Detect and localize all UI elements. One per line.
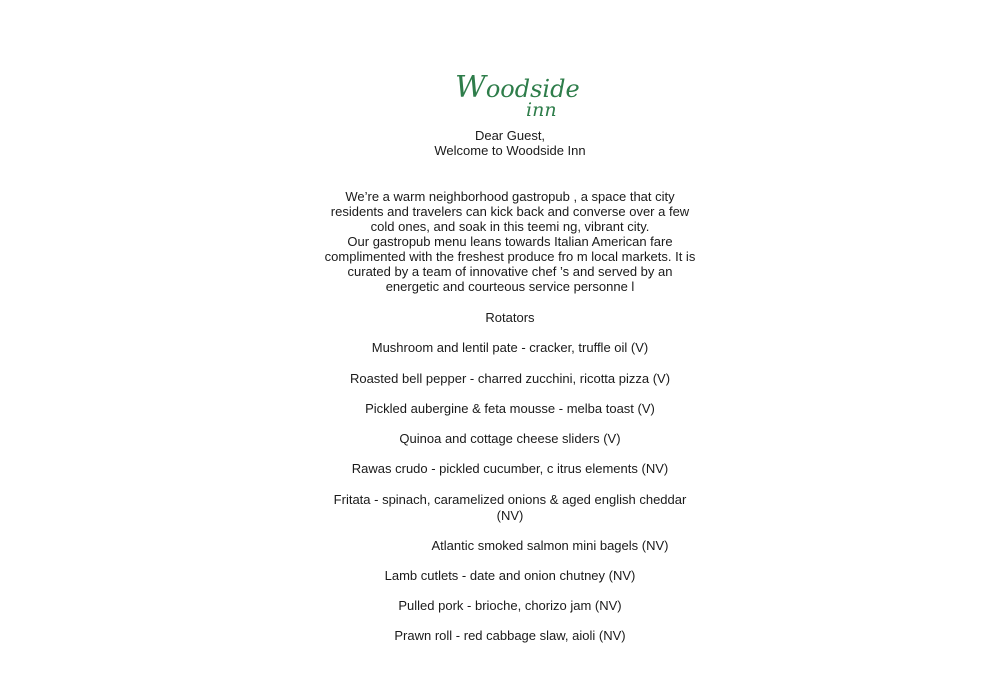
menu-item: Pickled aubergine & feta mousse - melba toast (V) — [365, 401, 655, 416]
menu-item: Fritata - spinach, caramelized onions & aged english cheddar — [333, 492, 687, 507]
menu-item: Quinoa and cottage cheese sliders (V) — [399, 431, 621, 446]
intro-paragraph — [0, 189, 1000, 294]
menu-item: Prawn roll - red cabbage slaw, aioli (NV) — [394, 628, 626, 643]
menu-item: Pulled pork - brioche, chorizo jam (NV) — [398, 598, 622, 613]
menu-item: Rawas crudo - pickled cucumber, c itrus elements (NV) — [351, 461, 669, 476]
section-title: Rotators — [485, 310, 535, 325]
woodside-inn-logo — [455, 70, 580, 126]
logo-initial: W — [455, 70, 486, 105]
menu-item: Roasted bell pepper - charred zucchini, ricotta pizza (V) — [349, 371, 671, 386]
logo-wordmark — [455, 70, 580, 105]
intro-line: energetic and courteous service personne l — [385, 279, 635, 294]
intro-line: complimented with the freshest produce fro m local markets. It is — [324, 249, 696, 264]
intro-line: We’re a warm neighborhood gastropub , a space that city — [345, 189, 675, 204]
menu-item: Mushroom and lentil pate - cracker, truffle oil (V) — [371, 340, 649, 355]
intro-line: curated by a team of innovative chef ’s and served by an — [347, 264, 673, 279]
menu-item-continued: (NV) — [496, 508, 524, 523]
logo-subtitle: inn — [526, 99, 557, 121]
greeting-welcome: Welcome to Woodside Inn — [434, 143, 586, 158]
menu-item: Atlantic smoked salmon mini bagels (NV) — [431, 538, 669, 553]
logo-name-rest: oodside — [485, 75, 580, 103]
intro-line: cold ones, and soak in this teemi ng, vibrant city. — [370, 219, 650, 234]
greeting-salutation: Dear Guest, — [474, 128, 546, 143]
menu-item: Lamb cutlets - date and onion chutney (NV) — [384, 568, 636, 583]
intro-line: residents and travelers can kick back and converse over a few — [330, 204, 690, 219]
intro-line: Our gastropub menu leans towards Italian American fare — [347, 234, 673, 249]
